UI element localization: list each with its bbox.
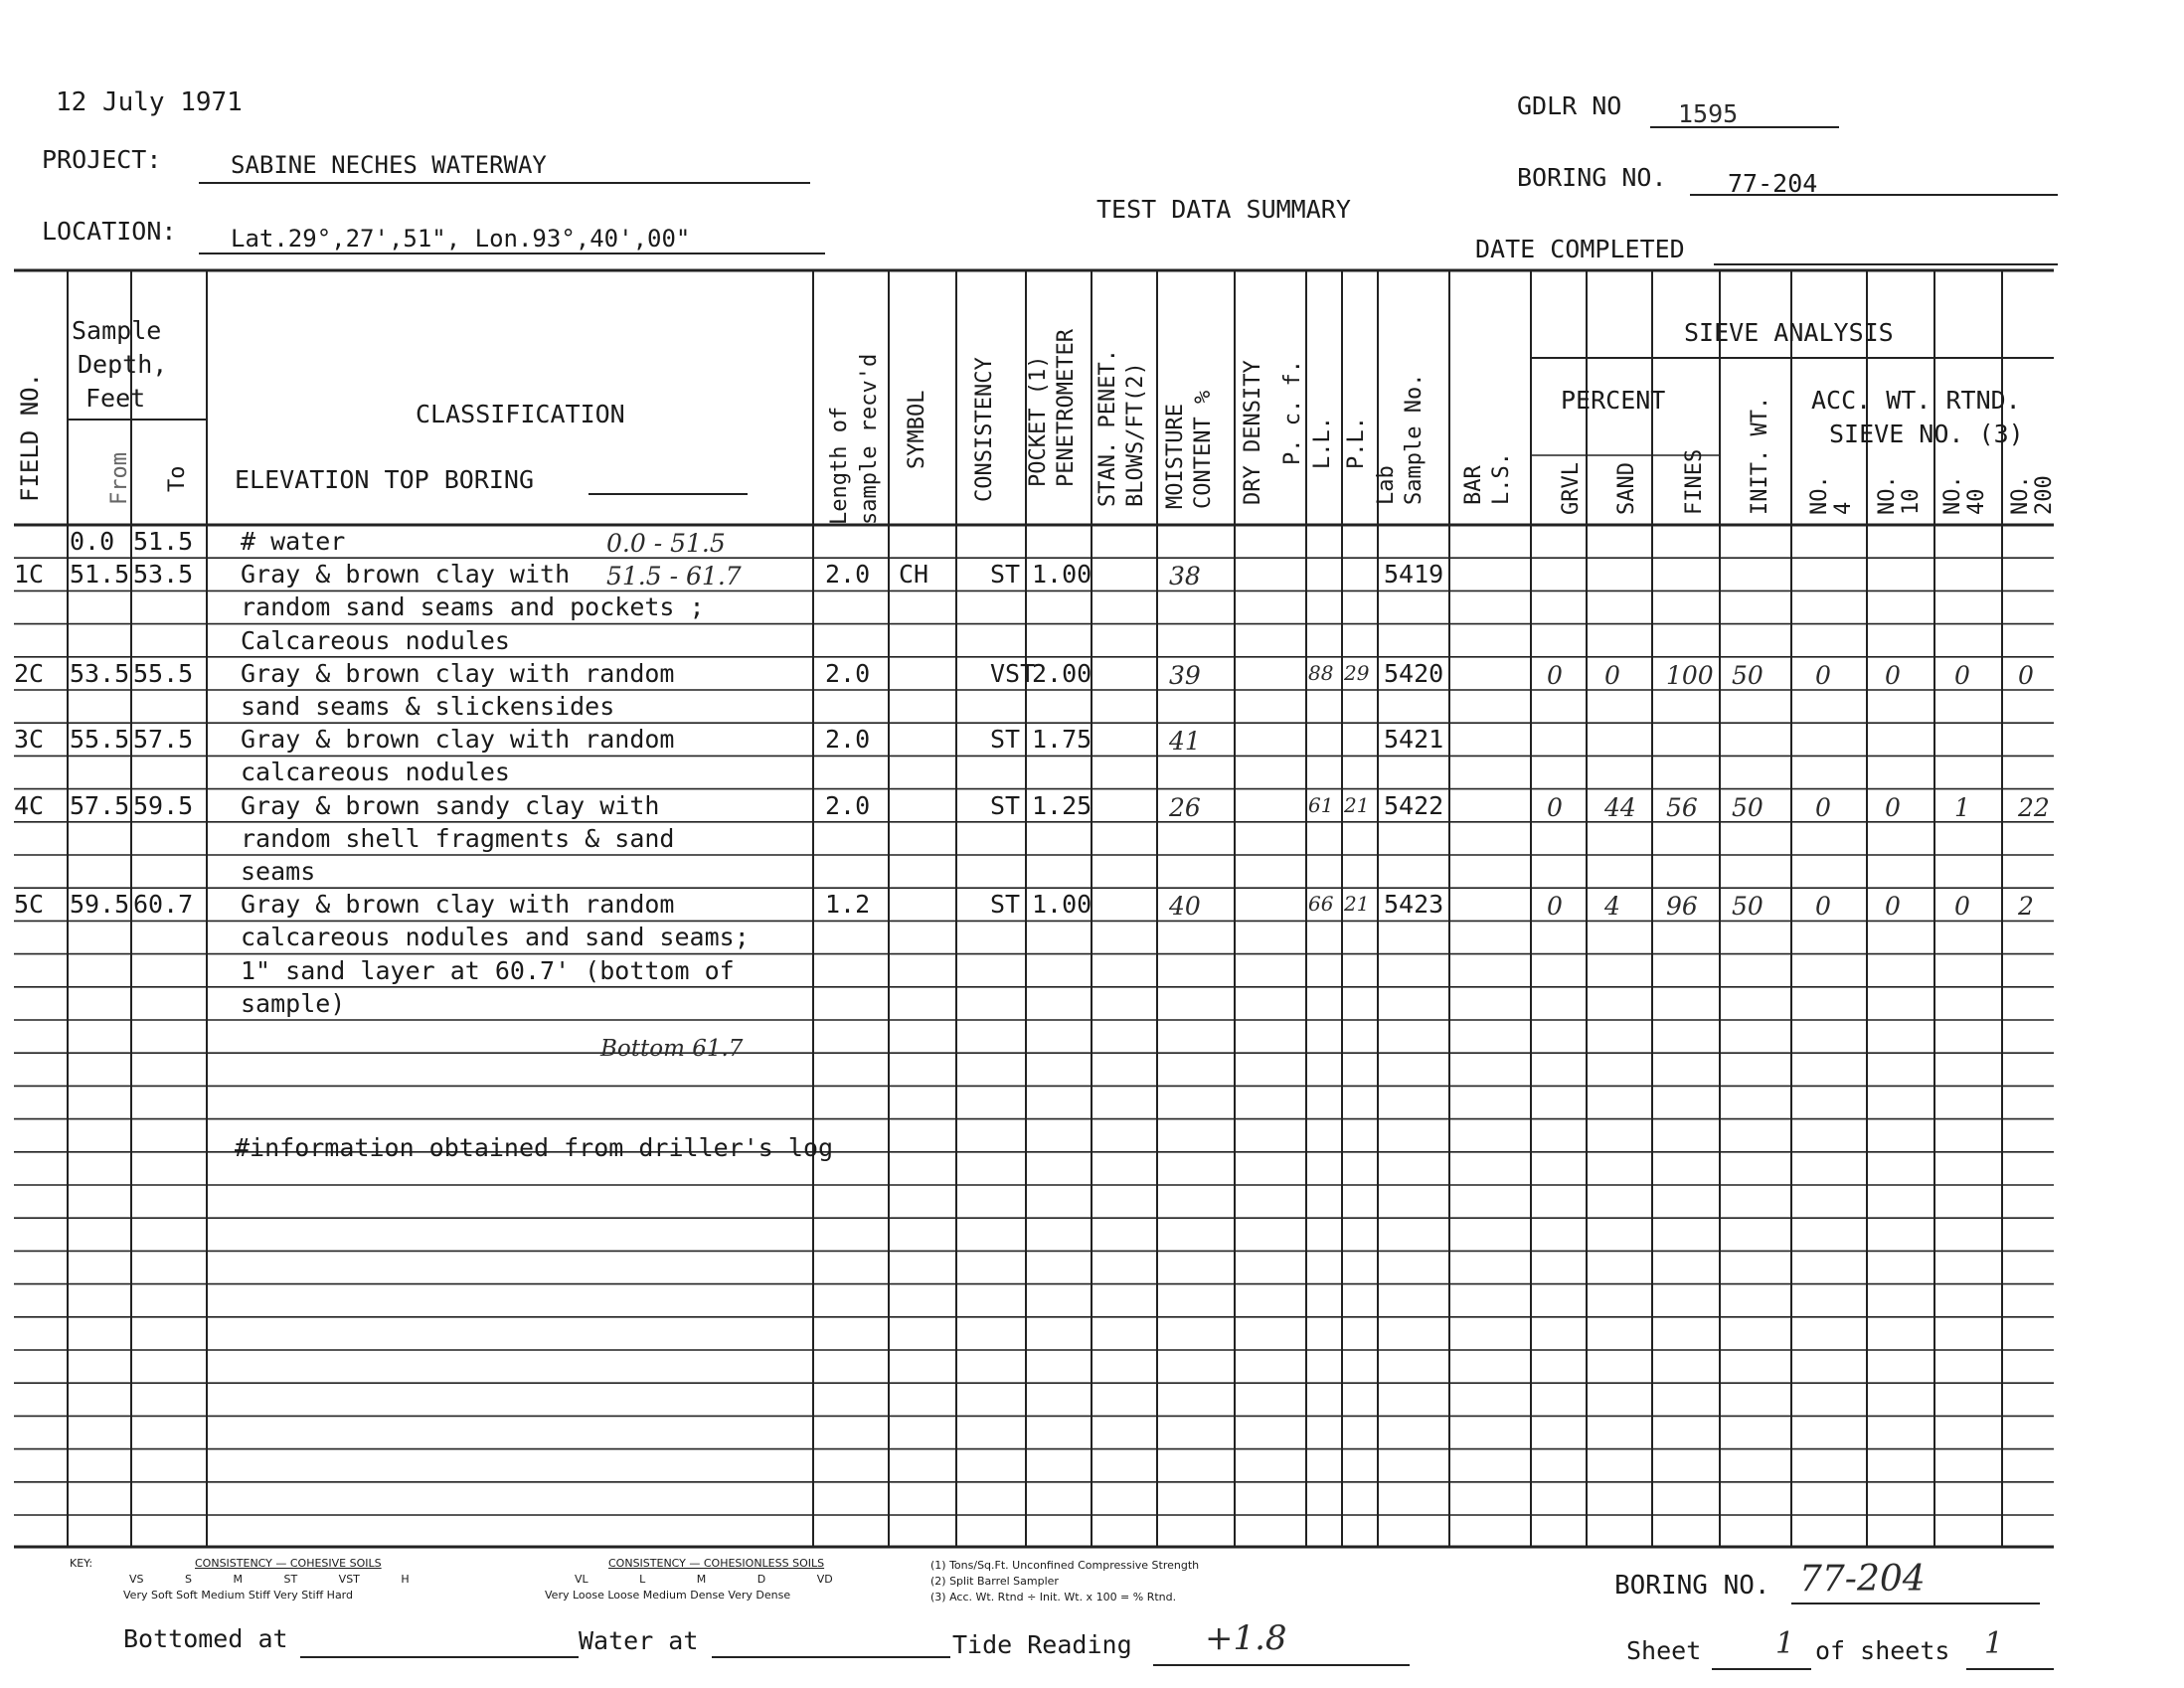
footer-bottomed-label: Bottomed at: [123, 1624, 288, 1653]
key-cohesionless-words: Very Loose Loose Medium Dense Very Dense: [545, 1589, 791, 1602]
col-sieve-no: SIEVE NO. (3): [1829, 420, 2024, 448]
gdlr-number: 1595: [1678, 99, 1739, 128]
col-length-2: sample recv'd: [857, 353, 882, 525]
footer-of-sheets-underline: [1966, 1668, 2054, 1670]
row-1-field: 1C: [14, 560, 45, 590]
row-0-to: 51.5: [133, 527, 194, 556]
col-elevation: ELEVATION TOP BORING: [235, 465, 535, 494]
col-no40-a: NO.: [1940, 475, 1965, 515]
row-1-from: 51.5: [70, 560, 130, 590]
bottom-note: Bottom 61.7: [600, 1036, 744, 1062]
col-pocket-1: POCKET (1): [1026, 355, 1051, 487]
row-11-pl: 21: [1344, 892, 1370, 917]
row-4-n40: 0: [1954, 660, 1970, 690]
col-sample-depth-1: Sample: [72, 316, 162, 345]
row-8-pl: 21: [1344, 792, 1370, 817]
col-no4-a: NO.: [1807, 475, 1832, 515]
row-14-desc: sample): [241, 988, 346, 1018]
footer-water-underline: [712, 1656, 950, 1658]
col-field-no: FIELD NO.: [16, 372, 44, 502]
row-11-ll: 66: [1308, 892, 1334, 917]
col-percent: PERCENT: [1561, 386, 1666, 415]
date-completed-label: DATE COMPLETED: [1475, 235, 1685, 263]
row-5-desc: sand seams & slickensides: [241, 692, 615, 721]
row-1-lab: 5419: [1384, 560, 1444, 590]
row-11-n4: 0: [1815, 892, 1831, 922]
col-pocket-2: PENETROMETER: [1054, 329, 1079, 487]
row-0-hand-depth: 0.0 - 51.5: [606, 529, 726, 558]
col-dry-density-1: DRY DENSITY: [1241, 360, 1265, 505]
page-title: TEST DATA SUMMARY: [1096, 195, 1351, 224]
row-4-n200: 0: [2018, 660, 2034, 690]
col-dry-density-2: P. c. f.: [1280, 360, 1305, 465]
location-value: Lat.29°,27',51", Lon.93°,40',00": [231, 225, 691, 253]
elevation-underline: [588, 493, 748, 495]
col-length-1: Length of: [827, 406, 852, 525]
boring-label: BORING NO.: [1517, 163, 1667, 192]
row-4-fines: 100: [1666, 660, 1714, 690]
row-4-consistency: VST: [990, 658, 1036, 688]
row-4-grvl: 0: [1547, 660, 1563, 690]
row-4-field: 2C: [14, 658, 45, 688]
col-stan-2: BLOWS/FT(2): [1123, 362, 1148, 507]
row-11-field: 5C: [14, 890, 45, 920]
col-no200-b: 200: [2032, 475, 2057, 515]
row-4-desc: Gray & brown clay with random: [241, 658, 675, 688]
row-6-to: 57.5: [133, 725, 194, 755]
footer-tide-underline: [1153, 1664, 1410, 1666]
row-4-pl: 29: [1344, 660, 1370, 685]
row-11-consistency: ST: [990, 890, 1021, 920]
row-0-desc: # water: [241, 527, 346, 556]
row-8-n4: 0: [1815, 792, 1831, 822]
row-8-to: 59.5: [133, 790, 194, 820]
col-bar-1: BAR: [1461, 465, 1486, 505]
row-6-pocket: 1.75: [1032, 725, 1092, 755]
row-6-from: 55.5: [70, 725, 130, 755]
col-sample-depth-3: Feet: [85, 384, 146, 413]
row-4-sand: 0: [1604, 660, 1620, 690]
col-no10-a: NO.: [1875, 475, 1900, 515]
row-8-n40: 1: [1954, 792, 1970, 822]
col-sand: SAND: [1614, 462, 1639, 515]
row-1-length: 2.0: [825, 560, 871, 590]
col-no4-b: 4: [1831, 501, 1856, 515]
row-8-desc: Gray & brown sandy clay with: [241, 790, 660, 820]
footer-tide-value: +1.8: [1205, 1618, 1287, 1658]
footer-water-label: Water at: [579, 1626, 699, 1655]
col-no10-b: 10: [1899, 488, 1924, 515]
gdlr-label: GDLR NO: [1517, 91, 1622, 120]
row-10-desc: seams: [241, 857, 316, 886]
key-label: KEY:: [70, 1557, 93, 1570]
key-cohesive-title: CONSISTENCY — COHESIVE SOILS: [195, 1557, 382, 1570]
col-bar-2: L.S.: [1489, 452, 1514, 505]
row-1-hand-depth: 51.5 - 61.7: [606, 562, 742, 591]
key-note-1: (1) Tons/Sq.Ft. Unconfined Compressive Strength: [930, 1559, 1200, 1572]
row-6-length: 2.0: [825, 725, 871, 755]
row-4-init: 50: [1732, 660, 1764, 690]
row-6-lab: 5421: [1384, 725, 1444, 755]
footer-boring-label: BORING NO.: [1614, 1571, 1770, 1601]
row-12-desc: calcareous nodules and sand seams;: [241, 923, 750, 952]
row-11-lab: 5423: [1384, 890, 1444, 920]
row-4-to: 55.5: [133, 658, 194, 688]
row-8-moisture: 26: [1169, 792, 1201, 822]
col-lab-1: Lab: [1374, 465, 1399, 505]
location-label: LOCATION:: [42, 217, 177, 246]
footer-of-sheets-label: of sheets: [1815, 1636, 1950, 1665]
row-6-moisture: 41: [1169, 727, 1201, 757]
footer-boring-value: 77-204: [1799, 1559, 1926, 1600]
row-9-desc: random shell fragments & sand: [241, 823, 675, 853]
footer-sheet-value: 1: [1775, 1626, 1795, 1661]
col-acc-wt: ACC. WT. RTND.: [1811, 386, 2021, 415]
key-cohesive-abbr: VS S M ST VST H: [129, 1573, 410, 1586]
footer-of-sheets-value: 1: [1984, 1626, 2004, 1661]
row-11-pocket: 1.00: [1032, 890, 1092, 920]
row-8-n200: 22: [2018, 792, 2050, 822]
row-1-symbol: CH: [899, 560, 929, 590]
row-4-n4: 0: [1815, 660, 1831, 690]
row-8-ll: 61: [1308, 792, 1334, 817]
key-note-2: (2) Split Barrel Sampler: [930, 1575, 1059, 1588]
footer-tide-label: Tide Reading: [952, 1630, 1132, 1659]
row-0-from: 0.0: [70, 527, 115, 556]
col-moisture-2: CONTENT %: [1191, 390, 1216, 509]
key-cohesionless-abbr: VL L M D VD: [575, 1573, 833, 1586]
col-no40-b: 40: [1964, 488, 1989, 515]
project-name: SABINE NECHES WATERWAY: [231, 151, 547, 179]
row-6-consistency: ST: [990, 725, 1021, 755]
col-to: To: [165, 465, 190, 492]
row-4-lab: 5420: [1384, 658, 1444, 688]
row-8-field: 4C: [14, 790, 45, 820]
col-from: From: [107, 452, 132, 505]
col-stan-1: STAN. PENET.: [1095, 349, 1120, 507]
row-11-grvl: 0: [1547, 892, 1563, 922]
row-8-fines: 56: [1666, 792, 1698, 822]
col-lab-2: Sample No.: [1402, 373, 1427, 505]
col-moisture-1: MOISTURE: [1163, 404, 1188, 509]
row-11-n40: 0: [1954, 892, 1970, 922]
row-11-sand: 4: [1604, 892, 1620, 922]
row-2-desc: random sand seams and pockets ;: [241, 592, 705, 622]
col-init-wt: INIT. WT.: [1748, 396, 1772, 515]
col-symbol: SYMBOL: [905, 390, 929, 469]
row-4-ll: 88: [1308, 660, 1334, 685]
col-sieve-analysis: SIEVE ANALYSIS: [1684, 318, 1894, 347]
col-classification: CLASSIFICATION: [416, 400, 625, 428]
row-8-lab: 5422: [1384, 790, 1444, 820]
report-date: 12 July 1971: [56, 87, 243, 117]
row-4-moisture: 39: [1169, 660, 1201, 690]
row-7-desc: calcareous nodules: [241, 758, 510, 787]
footer-sheet-label: Sheet: [1626, 1636, 1702, 1665]
col-fines: FINES: [1682, 448, 1707, 515]
row-8-consistency: ST: [990, 790, 1021, 820]
key-note-3: (3) Acc. Wt. Rtnd ÷ Init. Wt. x 100 = % Rtnd.: [930, 1591, 1177, 1604]
row-11-init: 50: [1732, 892, 1764, 922]
row-11-length: 1.2: [825, 890, 871, 920]
col-grvl: GRVL: [1559, 462, 1584, 515]
row-1-desc: Gray & brown clay with: [241, 560, 571, 590]
row-1-consistency: ST: [990, 560, 1021, 590]
row-4-n10: 0: [1885, 660, 1901, 690]
row-13-desc: 1" sand layer at 60.7' (bottom of: [241, 955, 735, 985]
row-11-desc: Gray & brown clay with random: [241, 890, 675, 920]
project-label: PROJECT:: [42, 145, 162, 174]
row-11-n200: 2: [2018, 892, 2034, 922]
boring-number: 77-204: [1728, 169, 1818, 198]
row-4-length: 2.0: [825, 658, 871, 688]
col-pl: P.L.: [1344, 417, 1369, 469]
key-cohesionless-title: CONSISTENCY — COHESIONLESS SOILS: [608, 1557, 825, 1570]
key-cohesive-words: Very Soft Soft Medium Stiff Very Stiff Hard: [123, 1589, 353, 1602]
row-8-init: 50: [1732, 792, 1764, 822]
row-1-moisture: 38: [1169, 562, 1201, 591]
footer-sheet-underline: [1712, 1668, 1811, 1670]
row-8-length: 2.0: [825, 790, 871, 820]
row-11-from: 59.5: [70, 890, 130, 920]
row-4-from: 53.5: [70, 658, 130, 688]
row-8-sand: 44: [1604, 792, 1636, 822]
row-8-grvl: 0: [1547, 792, 1563, 822]
row-1-to: 53.5: [133, 560, 194, 590]
row-11-to: 60.7: [133, 890, 194, 920]
row-8-n10: 0: [1885, 792, 1901, 822]
col-no200-a: NO.: [2008, 475, 2033, 515]
row-11-fines: 96: [1666, 892, 1698, 922]
row-8-pocket: 1.25: [1032, 790, 1092, 820]
col-consistency: CONSISTENCY: [972, 357, 997, 502]
row-4-pocket: 2.00: [1032, 658, 1092, 688]
row-6-field: 3C: [14, 725, 45, 755]
row-3-desc: Calcareous nodules: [241, 625, 510, 655]
info-note: #information obtained from driller's log: [235, 1133, 834, 1162]
row-11-moisture: 40: [1169, 892, 1201, 922]
row-1-pocket: 1.00: [1032, 560, 1092, 590]
footer-bottomed-underline: [300, 1656, 579, 1658]
col-ll: L.L.: [1310, 417, 1335, 469]
footer-boring-underline: [1791, 1603, 2040, 1604]
row-11-n10: 0: [1885, 892, 1901, 922]
row-8-from: 57.5: [70, 790, 130, 820]
row-6-desc: Gray & brown clay with random: [241, 725, 675, 755]
col-sample-depth-2: Depth,: [78, 350, 168, 379]
